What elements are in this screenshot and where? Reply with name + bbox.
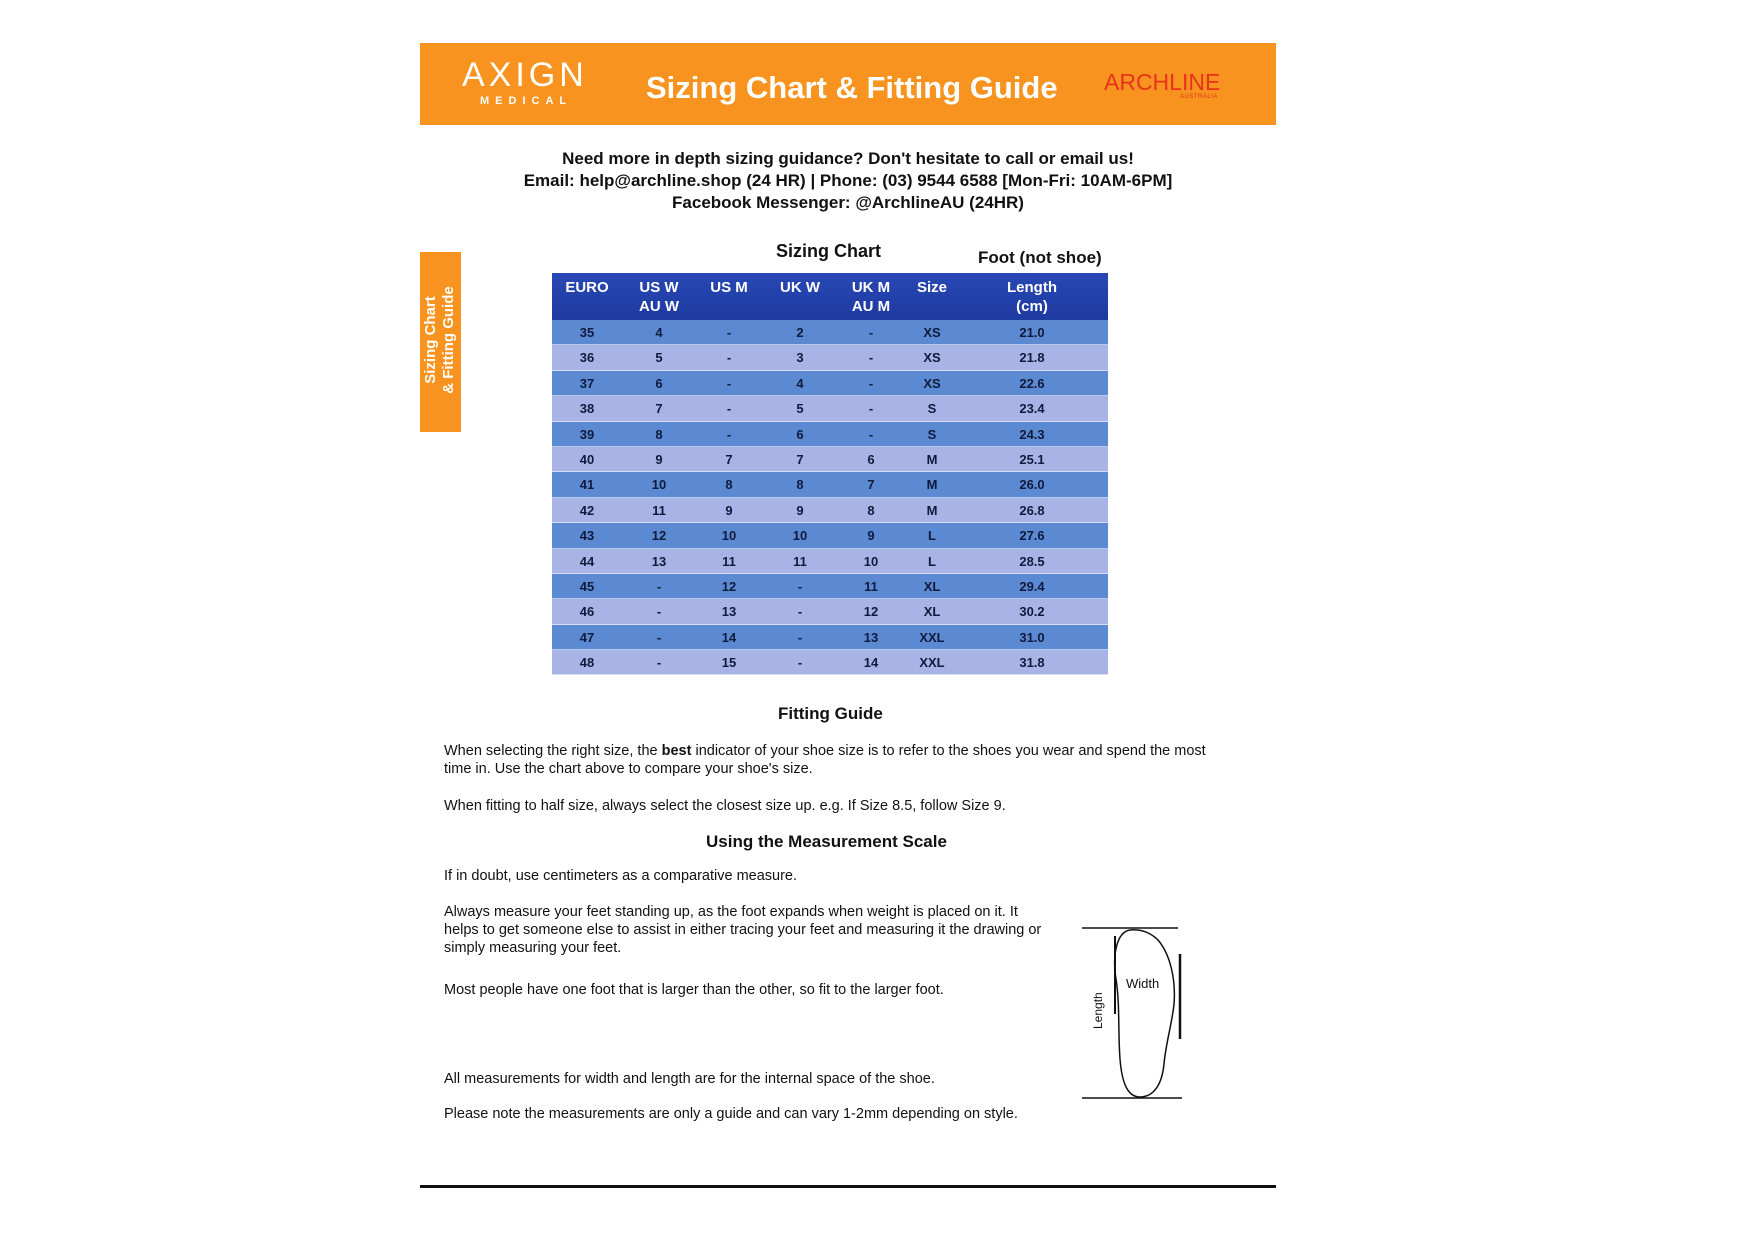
- measurement-paragraph-5: Please note the measurements are only a guide and can vary 1-2mm depending on style.: [444, 1106, 1018, 1122]
- side-tab-line2: & Fitting Guide: [440, 286, 457, 394]
- table-cell: 13: [651, 553, 667, 569]
- table-cell: 12: [863, 604, 879, 620]
- table-cell: M: [926, 477, 938, 493]
- table-cell: 29.4: [1019, 578, 1045, 594]
- table-cell: 36: [579, 350, 595, 366]
- column-header-line1: Length: [1007, 279, 1057, 296]
- measurement-paragraph-4: All measurements for width and length are for the internal space of the shoe.: [444, 1071, 935, 1087]
- table-cell: 8: [796, 477, 804, 493]
- diagram-length-label: Length: [1091, 992, 1105, 1029]
- column-header-line2: (cm): [1016, 298, 1048, 315]
- table-cell: -: [797, 604, 803, 620]
- table-cell: 31.0: [1019, 629, 1045, 645]
- table-row: [552, 320, 1108, 345]
- fitting-p1-text-a: When selecting the right size, the: [444, 743, 662, 759]
- table-cell: -: [726, 350, 732, 366]
- table-cell: XXL: [919, 655, 945, 671]
- table-cell: 14: [721, 629, 737, 645]
- table-cell: -: [726, 426, 732, 442]
- table-cell: 11: [864, 578, 878, 594]
- column-header-line1: EURO: [565, 279, 609, 296]
- table-cell: -: [656, 578, 662, 594]
- table-cell: 8: [655, 426, 663, 442]
- table-cell: 15: [721, 655, 737, 671]
- measurement-paragraph-1: If in doubt, use centimeters as a comparative measure.: [444, 868, 798, 884]
- table-cell: 30.2: [1019, 604, 1045, 620]
- table-row: [552, 447, 1108, 472]
- column-header-line2: AU M: [851, 298, 891, 315]
- table-cell: 46: [579, 604, 595, 620]
- contact-email-phone: Email: help@archline.shop (24 HR) | Phone: (03) 9544 6588 [Mon-Fri: 10AM-6PM]: [523, 171, 1173, 190]
- table-cell: 10: [792, 528, 808, 544]
- foot-outline-diagram: [1082, 924, 1202, 1104]
- column-header-line1: US W: [639, 279, 679, 296]
- table-cell: -: [797, 655, 803, 671]
- fitting-p1-text-b: indicator of your shoe size is to refer to the shoes you wear and spend the most time in. Use the chart above to compare your shoe's size.: [444, 743, 1206, 777]
- table-row: [552, 650, 1108, 675]
- table-cell: 11: [722, 553, 736, 569]
- column-header-line1: UK M: [851, 279, 891, 296]
- table-cell: 21.0: [1019, 325, 1045, 340]
- table-body: [552, 320, 1108, 675]
- side-tab: [420, 252, 461, 432]
- table-cell: 44: [579, 553, 595, 569]
- table-cell: 2: [796, 325, 804, 340]
- table-cell: 40: [579, 451, 595, 467]
- table-cell: 5: [796, 401, 804, 417]
- table-cell: 13: [863, 629, 879, 645]
- table-cell: 38: [579, 401, 595, 417]
- table-cell: 7: [655, 401, 663, 417]
- table-cell: 9: [796, 502, 804, 518]
- table-cell: 14: [863, 655, 879, 671]
- sizing-chart-title: Sizing Chart: [776, 241, 882, 261]
- table-cell: -: [797, 578, 803, 594]
- column-header-line1: US M: [710, 279, 748, 296]
- fitting-guide-paragraph-1: [444, 742, 1224, 778]
- table-cell: 9: [725, 502, 733, 518]
- table-cell: 12: [651, 528, 667, 544]
- fitting-p1-bold: best: [661, 743, 692, 759]
- table-cell: 11: [652, 502, 666, 518]
- table-cell: 21.8: [1019, 350, 1045, 366]
- column-header-line1: UK W: [780, 279, 820, 296]
- table-cell: M: [926, 451, 938, 467]
- contact-messenger: Facebook Messenger: @ArchlineAU (24HR): [672, 193, 1024, 212]
- table-cell: 7: [725, 451, 733, 467]
- table-cell: 24.3: [1019, 426, 1045, 442]
- foot-not-shoe-label: Foot (not shoe): [978, 248, 1102, 267]
- contact-intro: Need more in depth sizing guidance? Don't hesitate to call or email us!: [562, 149, 1134, 168]
- axign-logo: [462, 56, 588, 112]
- table-cell: 10: [721, 528, 737, 544]
- table-header-row: [552, 273, 1108, 320]
- table-cell: -: [797, 629, 803, 645]
- table-cell: -: [726, 375, 732, 391]
- table-cell: XS: [923, 350, 941, 366]
- fitting-guide-paragraph-2: When fitting to half size, always select the closest size up. e.g. If Size 8.5, follow Size 9.: [444, 798, 1006, 814]
- header-underline: [420, 123, 1276, 125]
- table-cell: 10: [651, 477, 667, 493]
- table-cell: 39: [579, 426, 595, 442]
- table-row: [552, 422, 1108, 447]
- column-header: [972, 278, 1092, 316]
- page-title: Sizing Chart & Fitting Guide: [646, 70, 1058, 105]
- table-cell: XS: [923, 325, 941, 340]
- table-cell: 31.8: [1019, 655, 1045, 671]
- column-header: [836, 278, 906, 316]
- table-cell: 5: [655, 350, 663, 366]
- table-cell: 8: [725, 477, 733, 493]
- table-cell: 10: [863, 553, 879, 569]
- table-cell: 43: [579, 528, 595, 544]
- contact-block: [420, 148, 1276, 214]
- table-cell: -: [726, 401, 732, 417]
- table-cell: 11: [793, 553, 807, 569]
- table-cell: 3: [796, 350, 804, 366]
- table-row: [552, 371, 1108, 396]
- table-cell: XXL: [919, 629, 945, 645]
- table-cell: 6: [655, 375, 663, 391]
- table-cell: -: [868, 325, 874, 340]
- table-cell: 13: [721, 604, 737, 620]
- table-cell: -: [868, 426, 874, 442]
- table-cell: -: [656, 604, 662, 620]
- table-cell: 23.4: [1019, 401, 1045, 417]
- measurement-scale-title: Using the Measurement Scale: [706, 832, 947, 851]
- table-cell: 41: [579, 477, 595, 493]
- table-cell: 45: [579, 578, 595, 594]
- column-header: [694, 278, 764, 297]
- table-cell: 6: [796, 426, 804, 442]
- axign-logo-subtitle: MEDICAL: [480, 95, 573, 107]
- table-cell: -: [726, 325, 732, 340]
- table-cell: S: [927, 401, 937, 417]
- table-cell: 9: [655, 451, 663, 467]
- column-header-line1: Size: [916, 279, 947, 296]
- table-cell: 26.8: [1019, 502, 1045, 518]
- column-header: [552, 278, 622, 297]
- table-cell: XL: [923, 578, 941, 594]
- table-row: [552, 498, 1108, 523]
- measurement-paragraph-3: Most people have one foot that is larger than the other, so fit to the larger foot.: [444, 982, 944, 998]
- table-cell: XS: [923, 375, 941, 391]
- table-cell: 27.6: [1019, 528, 1045, 544]
- side-tab-line1: Sizing Chart: [422, 296, 439, 384]
- table-cell: S: [927, 426, 937, 442]
- table-row: [552, 345, 1108, 370]
- table-cell: L: [928, 528, 936, 544]
- table-cell: -: [868, 350, 874, 366]
- table-cell: 9: [867, 528, 875, 544]
- table-cell: 22.6: [1019, 375, 1045, 391]
- diagram-width-label: Width: [1126, 976, 1160, 991]
- table-row: [552, 625, 1108, 650]
- table-cell: 8: [867, 502, 875, 518]
- table-cell: 26.0: [1019, 477, 1045, 493]
- side-tab-label: [422, 252, 458, 432]
- column-header: [765, 278, 835, 297]
- archline-logo-subtitle: AUSTRALIA: [1180, 94, 1218, 100]
- table-row: [552, 549, 1108, 574]
- table-cell: -: [656, 655, 662, 671]
- table-cell: 7: [867, 477, 875, 493]
- table-row: [552, 472, 1108, 497]
- table-cell: M: [926, 502, 938, 518]
- table-cell: 35: [579, 325, 595, 340]
- table-cell: 37: [579, 375, 595, 391]
- column-header: [624, 278, 694, 316]
- table-row: [552, 396, 1108, 421]
- axign-logo-wordmark: AXIGN: [462, 56, 588, 94]
- bottom-rule: [420, 1185, 1276, 1188]
- table-row: [552, 523, 1108, 548]
- table-cell: -: [656, 629, 662, 645]
- table-cell: 48: [579, 655, 595, 671]
- table-cell: 42: [579, 502, 595, 518]
- table-cell: 6: [867, 451, 875, 467]
- table-row: [552, 574, 1108, 599]
- table-cell: 25.1: [1019, 451, 1045, 467]
- column-header: [897, 278, 967, 297]
- table-row: [552, 599, 1108, 624]
- fitting-guide-title: Fitting Guide: [778, 704, 883, 723]
- table-cell: 12: [721, 578, 737, 594]
- table-cell: 28.5: [1019, 553, 1045, 569]
- measurement-paragraph-2: Always measure your feet standing up, as the foot expands when weight is placed on it. It helps to get someone else to assist in either tracing your feet and measuring it the drawing or simply measuring your feet.: [444, 904, 1042, 956]
- archline-logo: ARCHLINE: [1104, 69, 1221, 95]
- foot-outline-icon: [1115, 930, 1175, 1097]
- column-header-line2: AU W: [639, 298, 679, 315]
- table-cell: XL: [923, 604, 941, 620]
- table-cell: 47: [579, 629, 595, 645]
- sizing-table: [552, 273, 1108, 675]
- table-cell: 7: [796, 451, 804, 467]
- table-cell: -: [868, 401, 874, 417]
- table-cell: 4: [655, 325, 663, 340]
- table-cell: -: [868, 375, 874, 391]
- table-cell: L: [928, 553, 936, 569]
- table-cell: 4: [796, 375, 804, 391]
